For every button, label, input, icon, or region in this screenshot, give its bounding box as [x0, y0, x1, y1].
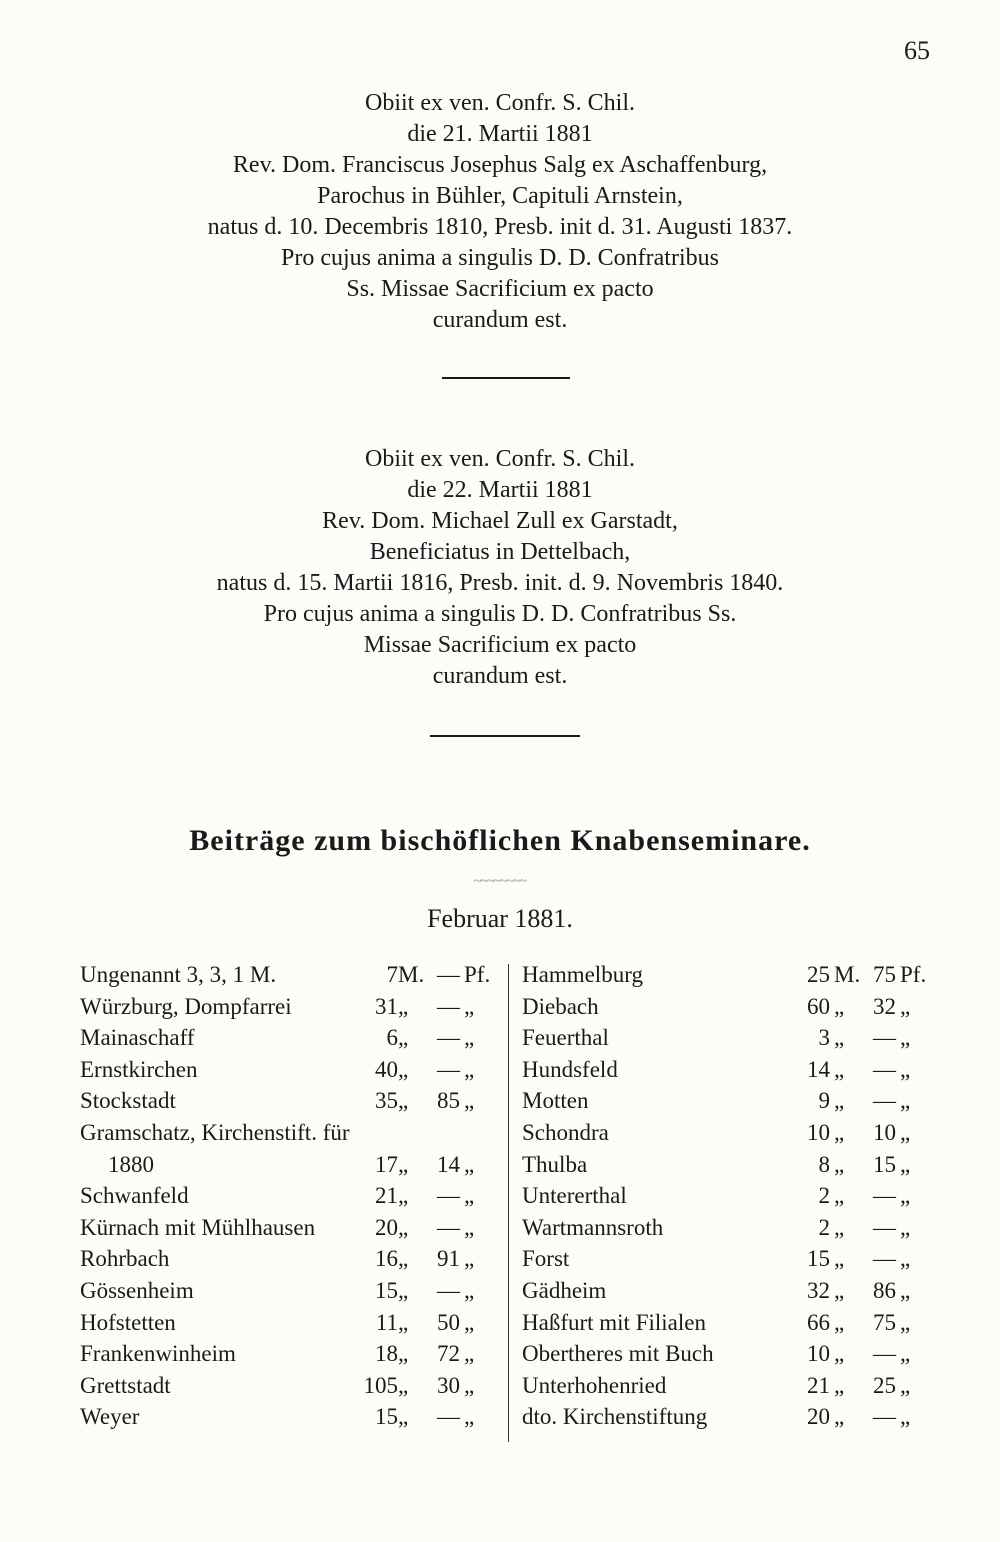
place-name: Ernstkirchen	[80, 1056, 198, 1082]
notice-line: natus d. 10. Decembris 1810, Presb. init d. 31. Augusti 1837.	[207, 214, 793, 240]
marks-value: 21	[807, 1372, 830, 1398]
place-name: Grettstadt	[80, 1372, 171, 1398]
marks-unit: M.	[398, 962, 425, 987]
place-name: Schondra	[522, 1119, 609, 1145]
marks-unit: „	[834, 1056, 845, 1082]
marks-value: 35	[375, 1088, 398, 1114]
marks-value: 15	[375, 1404, 398, 1430]
place-name: Diebach	[522, 993, 599, 1019]
place-name: Mainaschaff	[80, 1025, 195, 1051]
marks-unit: „	[834, 1372, 845, 1398]
pfennig-value: 75	[873, 1309, 896, 1335]
contribution-row	[80, 1341, 490, 1373]
notice-line: die 22. Martii 1881	[407, 477, 593, 503]
pfennig-value: 91	[437, 1246, 460, 1272]
pfennig-unit: „	[900, 1088, 911, 1114]
contribution-row	[522, 1120, 942, 1152]
place-name: Ungenannt 3, 3, 1 M.	[80, 962, 277, 987]
contribution-row	[522, 1341, 942, 1373]
place-name: Hundsfeld	[522, 1056, 618, 1082]
contribution-row	[80, 1373, 490, 1405]
marks-unit: „	[398, 1151, 409, 1177]
pfennig-unit: „	[464, 1056, 475, 1082]
place-name: dto. Kirchenstiftung	[522, 1404, 708, 1430]
marks-unit: „	[398, 1088, 409, 1114]
pfennig-value: —	[437, 1056, 460, 1082]
notice-line: die 21. Martii 1881	[407, 121, 593, 147]
pfennig-unit: „	[464, 1309, 475, 1335]
contribution-row	[522, 1152, 942, 1184]
pfennig-unit: „	[900, 1025, 911, 1051]
contributions-left-column	[80, 962, 490, 1436]
obituary-notice	[0, 88, 1000, 336]
marks-value: 105	[363, 1372, 398, 1398]
divider-rule	[430, 735, 580, 737]
notice-line: curandum est.	[432, 663, 568, 689]
marks-value: 17	[375, 1151, 398, 1177]
marks-unit: „	[398, 1183, 409, 1209]
pfennig-unit: Pf.	[900, 962, 927, 987]
place-name: Haßfurt mit Filialen	[522, 1309, 706, 1335]
pfennig-value: 25	[873, 1372, 896, 1398]
contribution-row	[80, 1183, 490, 1215]
pfennig-unit: „	[464, 1214, 475, 1240]
notice-line: curandum est.	[432, 307, 568, 333]
month-label: Februar 1881.	[427, 904, 573, 933]
marks-unit: „	[834, 1404, 845, 1430]
pfennig-value: —	[437, 1277, 460, 1303]
marks-unit: „	[834, 1246, 845, 1272]
contribution-row	[522, 962, 942, 994]
place-name: Thulba	[522, 1151, 588, 1177]
pfennig-value: 75	[873, 962, 896, 987]
notice-line: Obiit ex ven. Confr. S. Chil.	[365, 90, 635, 116]
pfennig-unit: „	[464, 1404, 475, 1430]
pfennig-value: —	[873, 1183, 896, 1209]
contribution-row	[522, 1088, 942, 1120]
pfennig-unit: „	[900, 1277, 911, 1303]
contribution-row	[80, 1025, 490, 1057]
pfennig-value: —	[437, 1183, 460, 1209]
marks-value: 20	[807, 1404, 830, 1430]
notice-line: Pro cujus anima a singulis D. D. Confratribus Ss.	[263, 601, 737, 627]
pfennig-unit: „	[900, 993, 911, 1019]
pfennig-value: —	[437, 1214, 460, 1240]
place-name: 1880	[108, 1151, 154, 1177]
pfennig-unit: „	[900, 1119, 911, 1145]
place-name: Stockstadt	[80, 1088, 176, 1114]
place-name: Schwanfeld	[80, 1183, 189, 1209]
pfennig-unit: „	[900, 1056, 911, 1082]
contribution-row	[80, 1215, 490, 1247]
marks-value: 14	[807, 1056, 830, 1082]
contributions-right-column	[522, 962, 942, 1436]
column-divider	[508, 964, 509, 1442]
marks-unit: „	[834, 993, 845, 1019]
contribution-row	[522, 1025, 942, 1057]
contribution-row	[80, 962, 490, 994]
marks-unit: „	[834, 1151, 845, 1177]
marks-value: 2	[818, 1183, 830, 1209]
pfennig-value: 50	[437, 1309, 460, 1335]
marks-value: 16	[375, 1246, 398, 1272]
pfennig-unit: „	[464, 1372, 475, 1398]
marks-value: 25	[807, 962, 830, 987]
pfennig-value: —	[873, 1214, 896, 1240]
marks-value: 6	[386, 1025, 398, 1051]
marks-unit: M.	[834, 962, 861, 987]
place-name: Gössenheim	[80, 1277, 194, 1303]
notice-line: Missae Sacrificium ex pacto	[363, 632, 637, 658]
contribution-row	[80, 1404, 490, 1436]
place-name: Gädheim	[522, 1277, 607, 1303]
place-name: Würzburg, Dompfarrei	[80, 993, 292, 1019]
place-name: Wartmannsroth	[522, 1214, 664, 1240]
marks-value: 15	[375, 1277, 398, 1303]
marks-value: 10	[807, 1341, 830, 1367]
pfennig-value: 32	[873, 993, 896, 1019]
pfennig-unit: „	[900, 1214, 911, 1240]
marks-value: 40	[375, 1056, 398, 1082]
notice-line: Obiit ex ven. Confr. S. Chil.	[365, 446, 635, 472]
pfennig-value: —	[437, 993, 460, 1019]
marks-unit: „	[398, 1056, 409, 1082]
pfennig-value: —	[437, 1404, 460, 1430]
marks-unit: „	[834, 1119, 845, 1145]
pfennig-value: —	[873, 1246, 896, 1272]
contribution-row	[522, 1215, 942, 1247]
marks-unit: „	[834, 1341, 845, 1367]
marks-unit: „	[398, 1372, 409, 1398]
contribution-row	[80, 1120, 490, 1152]
place-name: Obertheres mit Buch	[522, 1341, 714, 1367]
marks-value: 32	[807, 1277, 830, 1303]
contribution-row	[522, 1404, 942, 1436]
contribution-row	[80, 1278, 490, 1310]
contribution-row	[522, 1310, 942, 1342]
pfennig-unit: „	[900, 1341, 911, 1367]
place-name: Gramschatz, Kirchenstift. für	[80, 1119, 350, 1145]
place-name: Weyer	[80, 1404, 140, 1430]
place-name: Unterhohenried	[522, 1372, 667, 1398]
pfennig-value: 30	[437, 1372, 460, 1398]
contribution-row	[80, 1246, 490, 1278]
contribution-row	[522, 1183, 942, 1215]
marks-unit: „	[834, 1088, 845, 1114]
pfennig-value: —	[873, 1341, 896, 1367]
notice-line: Rev. Dom. Michael Zull ex Garstadt,	[322, 508, 678, 534]
pfennig-unit: „	[464, 1341, 475, 1367]
marks-value: 3	[818, 1025, 830, 1051]
pfennig-unit: „	[464, 1246, 475, 1272]
marks-value: 2	[818, 1214, 830, 1240]
place-name: Feuerthal	[522, 1025, 609, 1051]
notice-line: Ss. Missae Sacrificium ex pacto	[346, 276, 654, 302]
marks-value: 10	[807, 1119, 830, 1145]
marks-unit: „	[834, 1025, 845, 1051]
place-name: Hofstetten	[80, 1309, 176, 1335]
place-name: Motten	[522, 1088, 589, 1114]
pfennig-value: —	[873, 1056, 896, 1082]
pfennig-value: 72	[437, 1341, 460, 1367]
pfennig-value: 15	[873, 1151, 896, 1177]
pfennig-unit: Pf.	[464, 962, 491, 987]
marks-value: 31	[375, 993, 398, 1019]
place-name: Forst	[522, 1246, 570, 1272]
pfennig-value: 14	[437, 1151, 460, 1177]
place-name: Untererthal	[522, 1183, 627, 1209]
pfennig-unit: „	[900, 1404, 911, 1430]
contribution-row	[522, 1057, 942, 1089]
place-name: Kürnach mit Mühlhausen	[80, 1214, 316, 1240]
place-name: Hammelburg	[522, 962, 643, 987]
pfennig-unit: „	[900, 1309, 911, 1335]
marks-unit: „	[398, 1404, 409, 1430]
contribution-row	[522, 1278, 942, 1310]
marks-unit: „	[834, 1277, 845, 1303]
pfennig-unit: „	[900, 1183, 911, 1209]
pfennig-unit: „	[464, 1088, 475, 1114]
pfennig-unit: „	[900, 1372, 911, 1398]
pfennig-unit: „	[464, 1151, 475, 1177]
pfennig-value: —	[437, 962, 460, 987]
marks-unit: „	[398, 1246, 409, 1272]
marks-unit: „	[398, 1341, 409, 1367]
pfennig-value: 86	[873, 1277, 896, 1303]
marks-value: 11	[375, 1309, 398, 1335]
contribution-row	[80, 994, 490, 1026]
pfennig-unit: „	[464, 1183, 475, 1209]
pfennig-value: —	[873, 1025, 896, 1051]
pfennig-unit: „	[464, 1025, 475, 1051]
marks-unit: „	[834, 1183, 845, 1209]
marks-value: 9	[818, 1088, 830, 1114]
pfennig-unit: „	[900, 1246, 911, 1272]
marks-value: 18	[375, 1341, 398, 1367]
pfennig-value: —	[437, 1025, 460, 1051]
notice-line: Beneficiatus in Dettelbach,	[369, 539, 631, 565]
marks-value: 60	[807, 993, 830, 1019]
marks-unit: „	[398, 1309, 409, 1335]
pfennig-value: 10	[873, 1119, 896, 1145]
page-number: 65	[904, 36, 930, 65]
contribution-row	[80, 1152, 490, 1184]
divider-rule	[442, 377, 570, 379]
pfennig-value: —	[873, 1404, 896, 1430]
marks-unit: „	[398, 1277, 409, 1303]
pfennig-unit: „	[900, 1151, 911, 1177]
marks-value: 7	[386, 962, 398, 987]
pfennig-unit: „	[464, 1277, 475, 1303]
section-heading: Beiträge zum bischöflichen Knabenseminare.	[189, 824, 811, 857]
marks-unit: „	[398, 993, 409, 1019]
pfennig-value: 85	[437, 1088, 460, 1114]
marks-unit: „	[398, 1214, 409, 1240]
marks-value: 66	[807, 1309, 830, 1335]
contribution-row	[522, 1373, 942, 1405]
obituary-notice	[0, 444, 1000, 692]
marks-value: 20	[375, 1214, 398, 1240]
contribution-row	[80, 1310, 490, 1342]
contribution-row	[522, 994, 942, 1026]
notice-line: natus d. 15. Martii 1816, Presb. init. d. 9. Novembris 1840.	[216, 570, 784, 596]
notice-line: Pro cujus anima a singulis D. D. Confratribus	[281, 245, 719, 271]
marks-unit: „	[398, 1025, 409, 1051]
contribution-row	[522, 1246, 942, 1278]
marks-unit: „	[834, 1309, 845, 1335]
pfennig-unit: „	[464, 993, 475, 1019]
contribution-row	[80, 1088, 490, 1120]
notice-line: Rev. Dom. Franciscus Josephus Salg ex Aschaffenburg,	[232, 152, 768, 178]
pfennig-value: —	[873, 1088, 896, 1114]
place-name: Rohrbach	[80, 1246, 170, 1272]
marks-value: 15	[807, 1246, 830, 1272]
notice-line: Parochus in Bühler, Capituli Arnstein,	[317, 183, 683, 209]
marks-value: 21	[375, 1183, 398, 1209]
marks-value: 8	[818, 1151, 830, 1177]
contribution-row	[80, 1057, 490, 1089]
place-name: Frankenwinheim	[80, 1341, 236, 1367]
ornament: ~~~~~~~~	[473, 874, 527, 889]
marks-unit: „	[834, 1214, 845, 1240]
